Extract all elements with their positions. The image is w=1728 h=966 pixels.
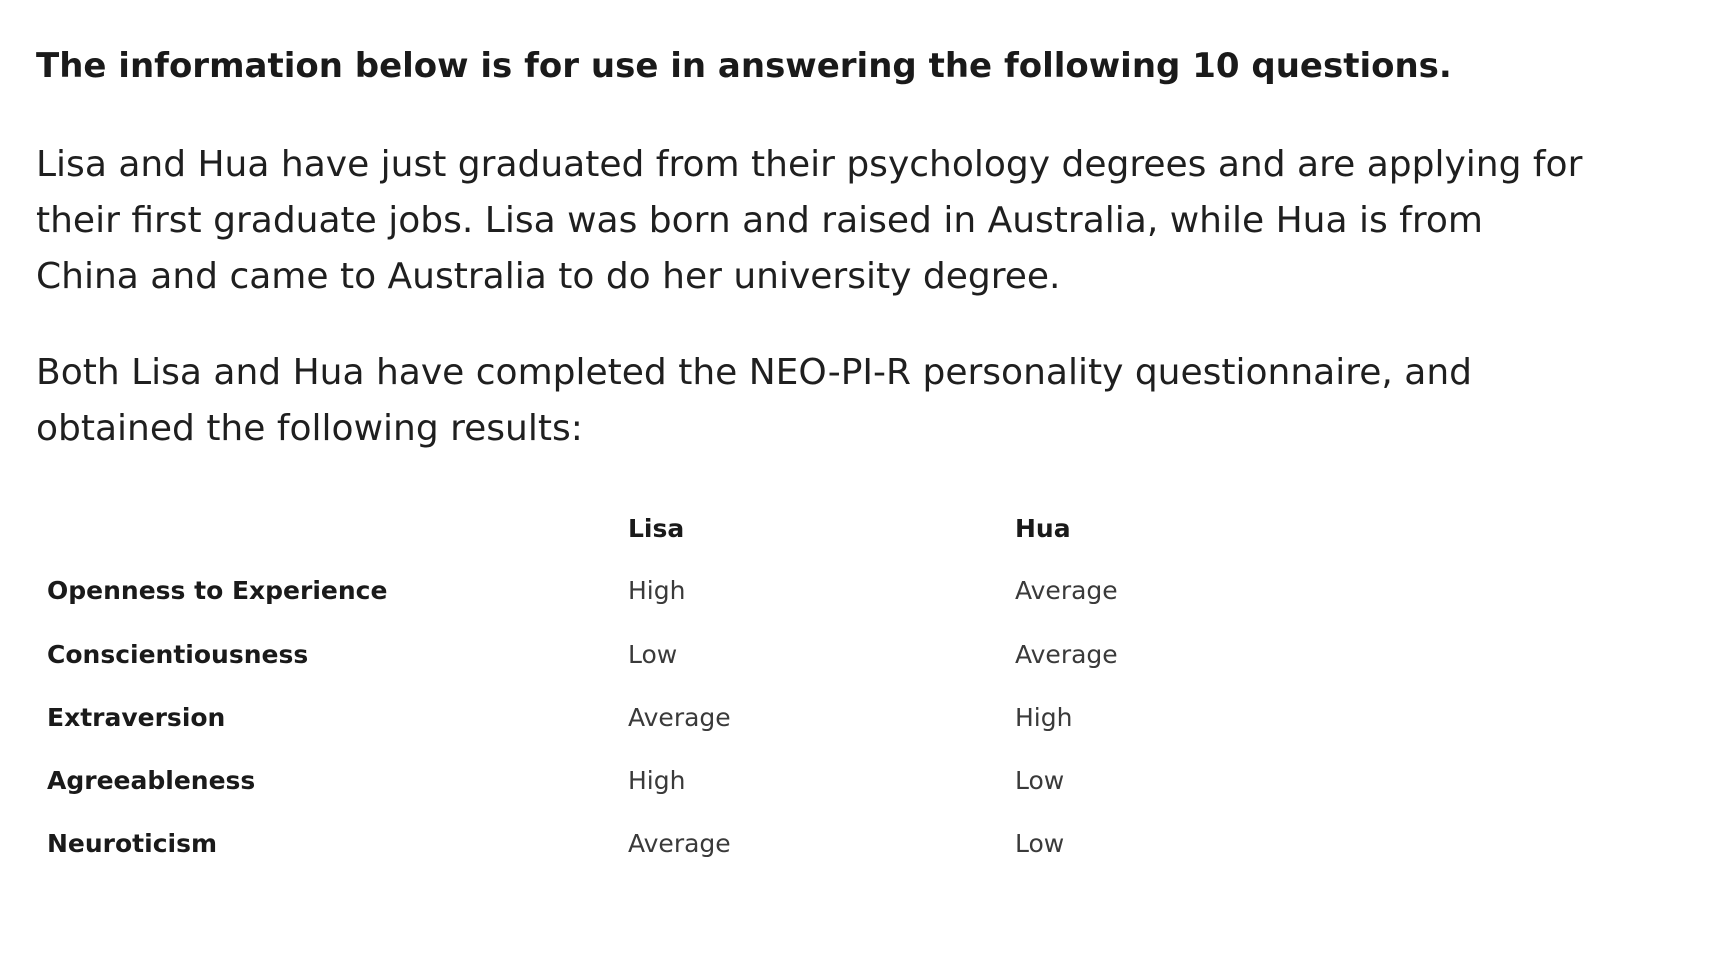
hua-score: High xyxy=(1015,703,1073,732)
column-header-hua: Hua xyxy=(1015,514,1071,543)
results-intro-line: Both Lisa and Hua have completed the NEO-PI-R personality questionnaire, and xyxy=(36,352,1473,393)
hua-score: Average xyxy=(1015,576,1118,605)
hua-score: Low xyxy=(1015,829,1065,858)
lisa-score: Average xyxy=(628,703,731,732)
lisa-score: High xyxy=(628,766,686,795)
lisa-score: Average xyxy=(628,829,731,858)
trait-label: Extraversion xyxy=(47,703,226,732)
hua-score: Average xyxy=(1015,640,1118,669)
column-header-lisa: Lisa xyxy=(628,514,685,543)
trait-label: Conscientiousness xyxy=(47,640,309,669)
lisa-score: Low xyxy=(628,640,678,669)
scenario-line: China and came to Australia to do her university degree. xyxy=(36,256,1061,297)
lisa-score: High xyxy=(628,576,686,605)
hua-score: Low xyxy=(1015,766,1065,795)
trait-label: Openness to Experience xyxy=(47,576,388,605)
scenario-line: Lisa and Hua have just graduated from their psychology degrees and are applying for xyxy=(36,144,1583,185)
scenario-line: their first graduate jobs. Lisa was born and raised in Australia, while Hua is from xyxy=(36,200,1483,241)
trait-label: Neuroticism xyxy=(47,829,218,858)
personality-results-table xyxy=(36,0,1676,966)
results-intro-line: obtained the following results: xyxy=(36,408,583,449)
trait-label: Agreeableness xyxy=(47,766,256,795)
instructions-heading: The information below is for use in answering the following 10 questions. xyxy=(36,46,1452,86)
